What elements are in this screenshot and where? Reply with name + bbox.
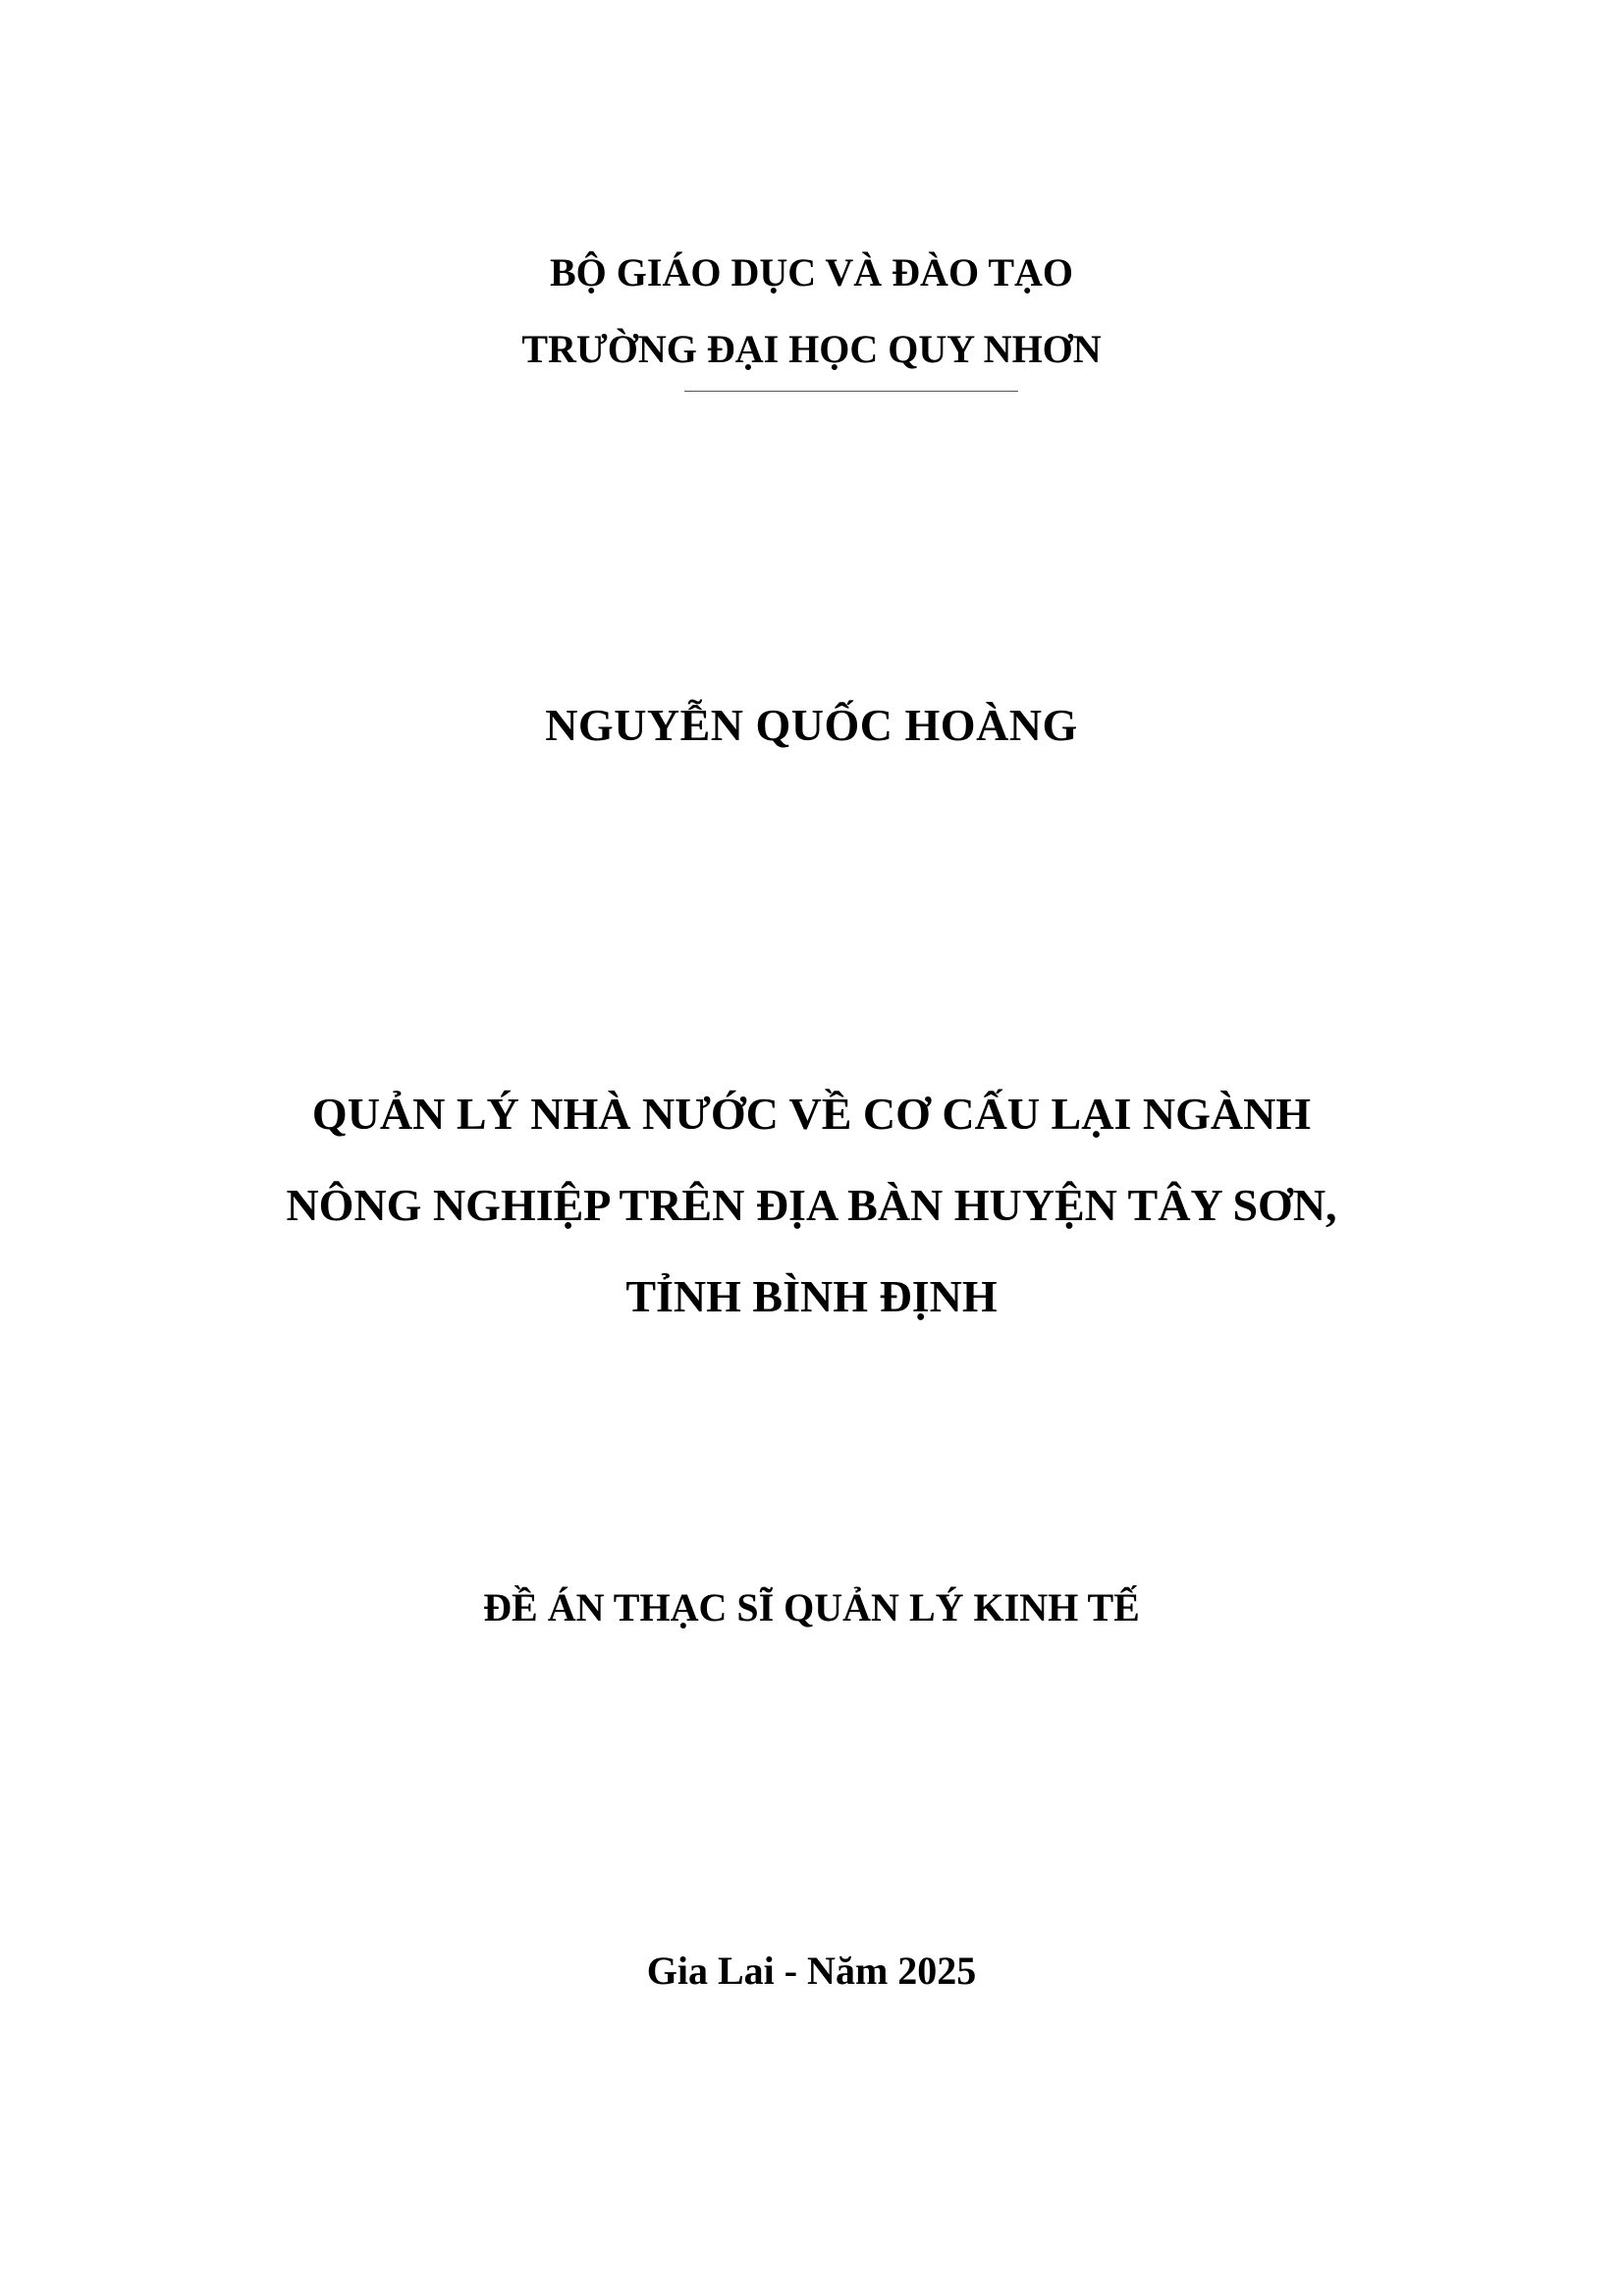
author-name: NGUYỄN QUỐC HOÀNG [545,700,1078,750]
ministry-name: BỘ GIÁO DỤC VÀ ĐÀO TẠO [549,250,1074,294]
thesis-title-line-3: TỈNH BÌNH ĐỊNH [625,1271,998,1321]
thesis-title-line-1: QUẢN LÝ NHÀ NƯỚC VỀ CƠ CẤU LẠI NGÀNH [311,1089,1312,1139]
place-and-year: Gia Lai - Năm 2025 [646,1949,977,1993]
university-name: TRƯỜNG ĐẠI HỌC QUY NHƠN [521,327,1102,371]
degree-type: ĐỀ ÁN THẠC SĨ QUẢN LÝ KINH TẾ [483,1585,1140,1629]
header-divider [684,391,1018,392]
thesis-title-line-2: NÔNG NGHIỆP TRÊN ĐỊA BÀN HUYỆN TÂY SƠN, [286,1180,1337,1230]
